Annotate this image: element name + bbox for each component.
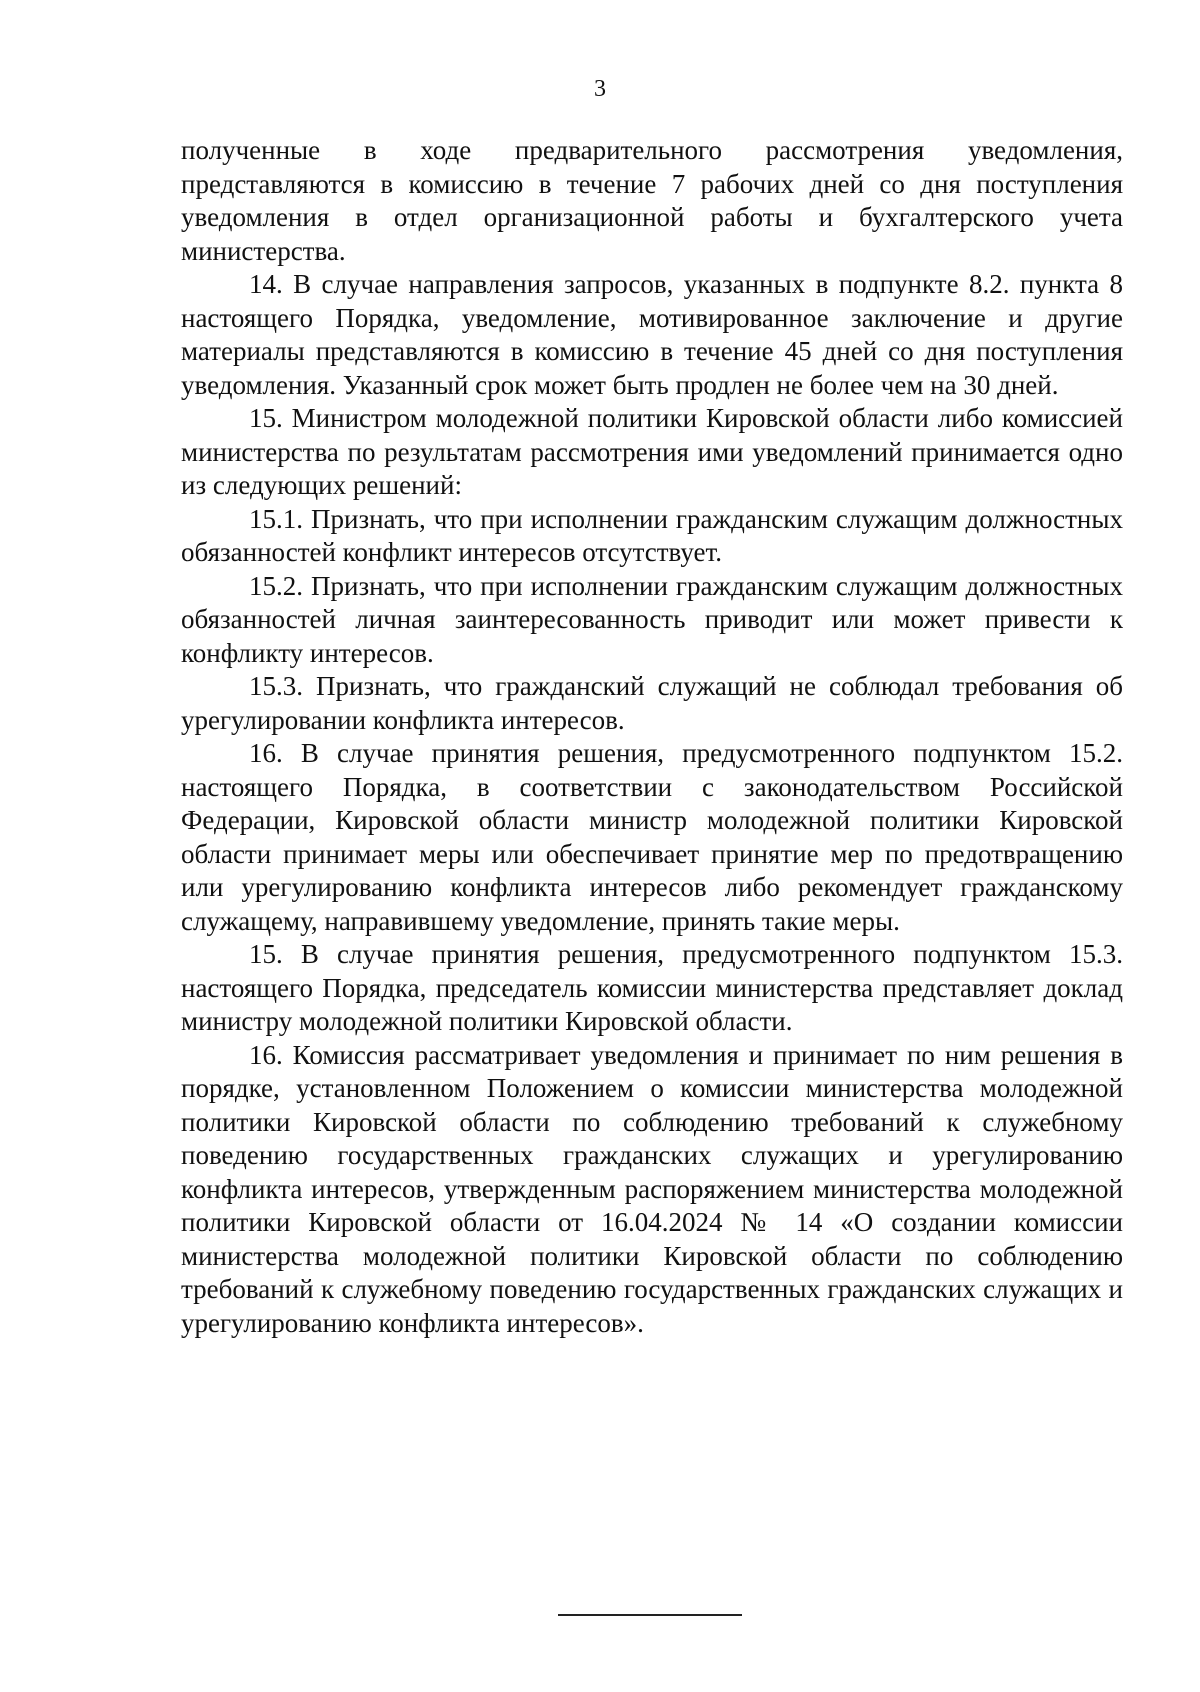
end-divider-line bbox=[558, 1614, 742, 1616]
paragraph-continuation: полученные в ходе предварительного рассмотрения уведомления, представляются в комиссию в течение 7 рабочих дней со дня поступления уведомления в отдел организационной работы и бухгалтерского учета министерства. bbox=[181, 135, 1123, 266]
page-number: 3 bbox=[594, 76, 606, 102]
paragraph-15-2: 15.2. Признать, что при исполнении гражданским служащим должностных обязанностей личная заинтересованность приводит или может привести к конфликту интересов. bbox=[181, 570, 1123, 668]
document-body bbox=[181, 134, 1123, 1340]
paragraph-15-second: 15. В случае принятия решения, предусмотренного подпунктом 15.3. настоящего Порядка, председатель комиссии министерства представляет доклад министру молодежной политики Кировской области. bbox=[181, 939, 1123, 1036]
paragraph-16-second: 16. Комиссия рассматривает уведомления и принимает по ним решения в порядке, установленном Положением о комиссии министерства молодежной политики Кировской области по соблюдению требований к служебному поведению государственных гражданских служащих и урегулированию конфликта интересов, утвержденным распоряжением министерства молодежной политики Кировской области от 16.04.2024 № 14 «О создании комиссии министерства молодежной политики Кировской области по соблюдению требований к служебному поведению государственных гражданских служащих и урегулированию конфликта интересов». bbox=[181, 1039, 1123, 1338]
paragraph-16: 16. В случае принятия решения, предусмотренного подпунктом 15.2. настоящего Порядка, в соответствии с законодательством Российской Федерации, Кировской области министр молодежной политики Кировской области принимает меры или обеспечивает принятие мер по предотвращению или урегулированию конфликта интересов либо рекомендует гражданскому служащему, направившему уведомление, принять такие меры. bbox=[181, 738, 1123, 936]
paragraph-15-3: 15.3. Признать, что гражданский служащий не соблюдал требования об урегулировании конфликта интересов. bbox=[181, 671, 1123, 735]
paragraph-14: 14. В случае направления запросов, указанных в подпункте 8.2. пункта 8 настоящего Порядка, уведомление, мотивированное заключение и другие материалы представляются в комиссию в течение 45 дней со дня поступления уведомления. Указанный срок может быть продлен не более чем на 30 дней. bbox=[181, 269, 1123, 400]
paragraph-15: 15. Министром молодежной политики Кировской области либо комиссией министерства по результатам рассмотрения ими уведомлений принимается одно из следующих решений: bbox=[181, 403, 1123, 500]
paragraph-15-1: 15.1. Признать, что при исполнении гражданским служащим должностных обязанностей конфликт интересов отсутствует. bbox=[181, 503, 1123, 567]
